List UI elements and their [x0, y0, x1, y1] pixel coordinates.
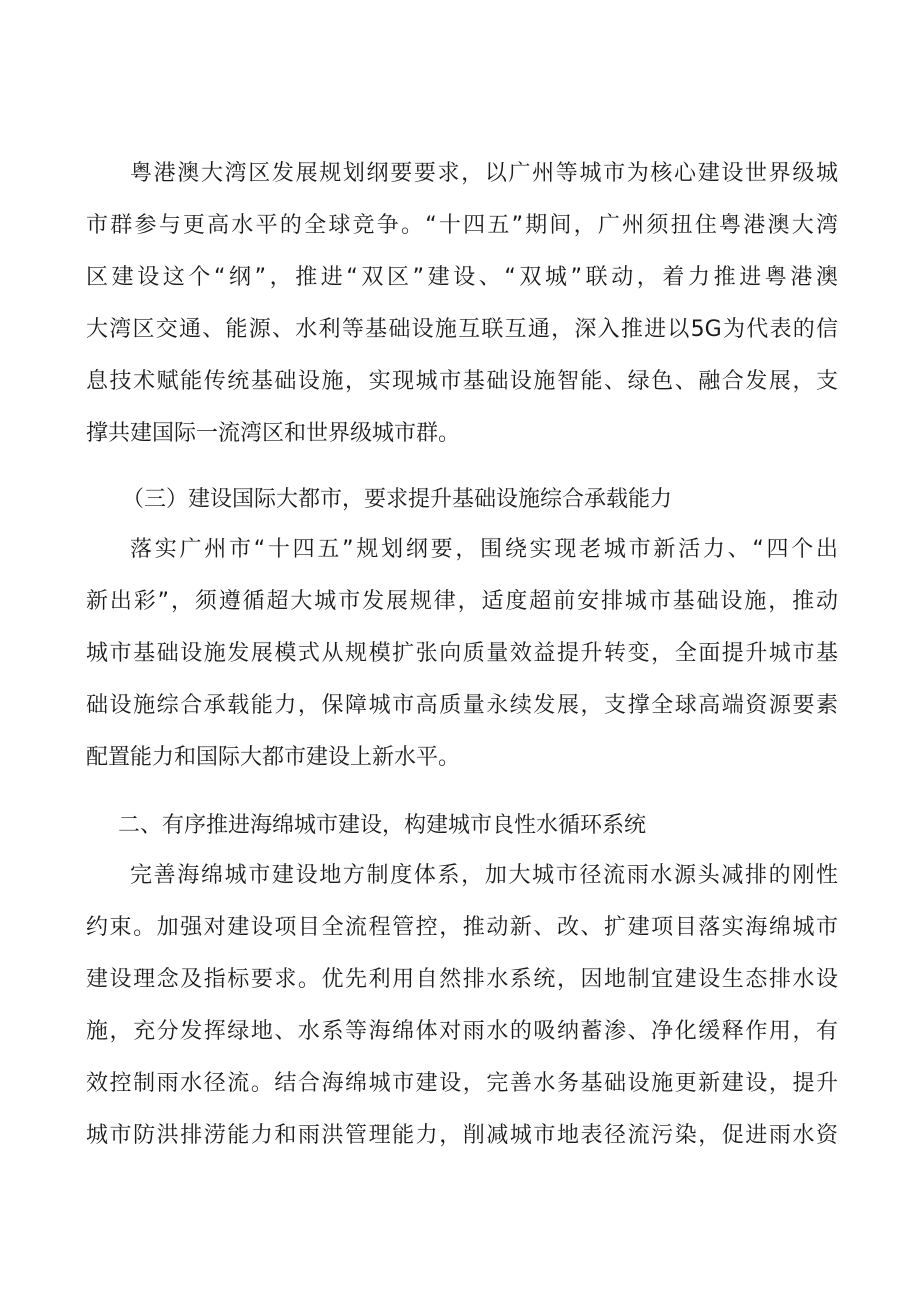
- paragraph-2-line-5: 配置能力和国际大都市建设上新水平。: [86, 745, 461, 770]
- paragraph-1-line-5: 息技术赋能传统基础设施，实现城市基础设施智能、绿色、融合发展，支: [86, 369, 838, 394]
- paragraph-1-line-3: 区建设这个“纲”，推进“双区”建设、“双城”联动，着力推进粤港澳: [86, 265, 838, 290]
- paragraph-3-line-4: 施，充分发挥绿地、水系等海绵体对雨水的吸纳蓄渗、净化缓释作用，有: [86, 1019, 838, 1044]
- paragraph-2-line-2: 新出彩”，须遵循超大城市发展规律，适度超前安排城市基础设施，推动: [86, 589, 838, 614]
- paragraph-2-line-3: 城市基础设施发展模式从规模扩张向质量效益提升转变，全面提升城市基: [86, 641, 838, 666]
- paragraph-2-line-1: 落实广州市“十四五”规划纲要，围绕实现老城市新活力、“四个出: [130, 537, 838, 562]
- section-heading-2: 二、有序推进海绵城市建设，构建城市良性水循环系统: [118, 813, 647, 838]
- paragraph-1-line-1: 粤港澳大湾区发展规划纲要要求，以广州等城市为核心建设世界级城: [130, 161, 838, 186]
- paragraph-3-line-1: 完善海绵城市建设地方制度体系，加大城市径流雨水源头减排的刚性: [130, 863, 838, 888]
- paragraph-1-line-6: 撑共建国际一流湾区和世界级城市群。: [86, 421, 461, 446]
- paragraph-3-line-6: 城市防洪排涝能力和雨洪管理能力，削减城市地表径流污染，促进雨水资: [86, 1123, 838, 1148]
- paragraph-3-line-3: 建设理念及指标要求。优先利用自然排水系统，因地制宜建设生态排水设: [86, 967, 838, 992]
- paragraph-3-line-5: 效控制雨水径流。结合海绵城市建设，完善水务基础设施更新建设，提升: [86, 1071, 838, 1096]
- paragraph-1-line-4: 大湾区交通、能源、水利等基础设施互联互通，深入推进以5G为代表的信: [86, 317, 838, 342]
- section-heading-3: （三）建设国际大都市，要求提升基础设施综合承载能力: [122, 487, 673, 512]
- paragraph-3-line-2: 约束。加强对建设项目全流程管控，推动新、改、扩建项目落实海绵城市: [86, 915, 838, 940]
- paragraph-1-line-2: 市群参与更高水平的全球竞争。“十四五”期间，广州须扭住粤港澳大湾: [86, 213, 838, 238]
- paragraph-2-line-4: 础设施综合承载能力，保障城市高质量永续发展，支撑全球高端资源要素: [86, 693, 838, 718]
